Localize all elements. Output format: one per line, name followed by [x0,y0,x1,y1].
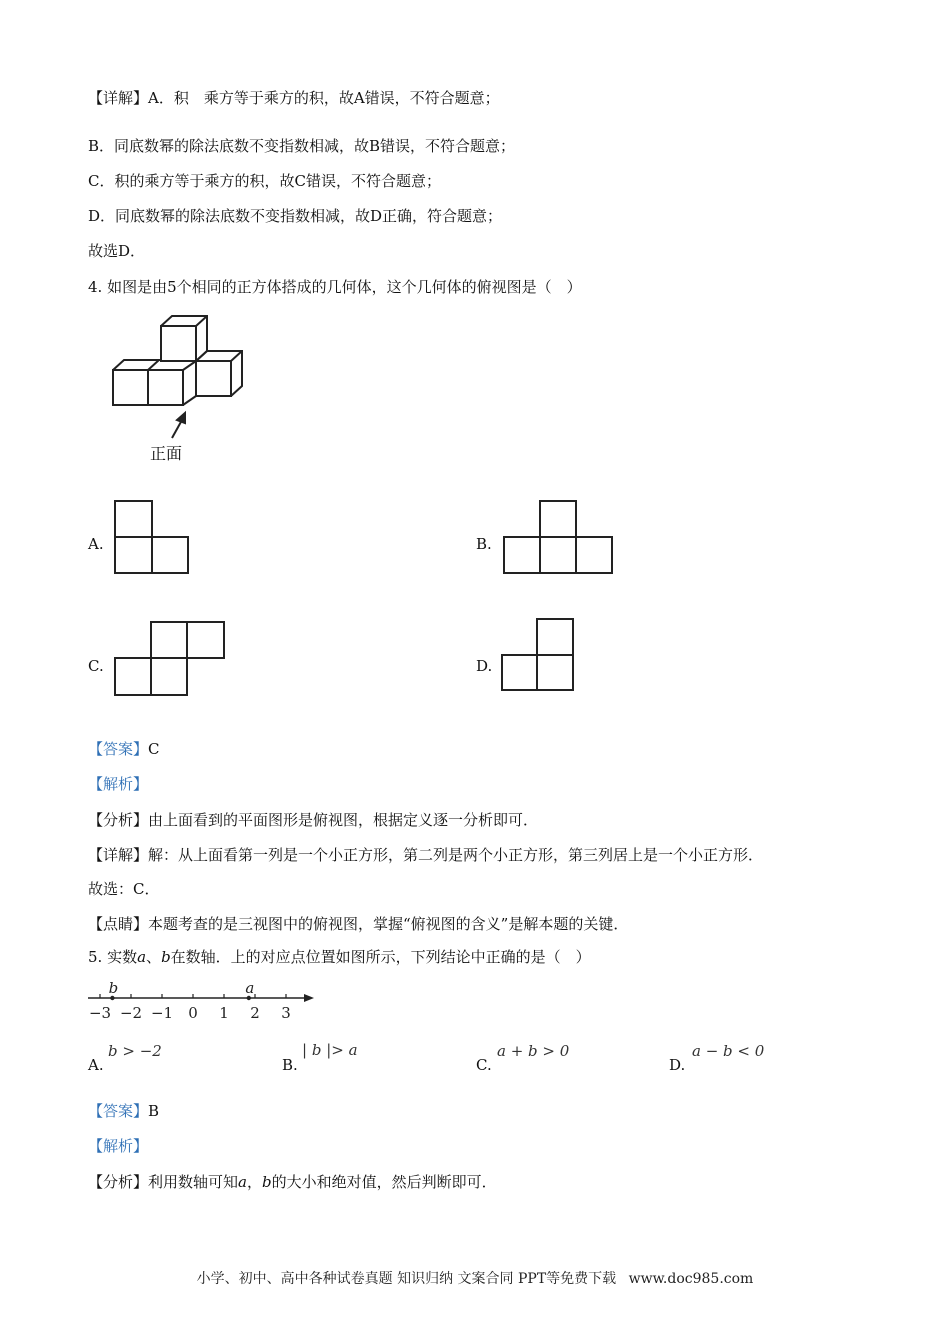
q4-option-d-figure [501,618,577,694]
q4-answer: 【答案】C [88,740,160,758]
number-line-tick-label: 1 [219,1004,229,1022]
question-4-stem: 4. 如图是由5个相同的正方体搭成的几何体，这个几何体的俯视图是（ ） [88,278,582,296]
question-5-stem: 5. 实数a、b在数轴．上的对应点位置如图所示，下列结论中正确的是（ ） [88,948,591,966]
page-footer [0,1268,950,1288]
q4-option-b-figure [503,500,615,576]
detail-line-c: C．积的乘方等于乘方的积，故C错误，不符合题意； [88,172,441,190]
q5-option-d-expr: a − b < 0 [692,1042,765,1060]
number-line-tick-label: −1 [150,1004,174,1022]
q4-option-c-figure [114,620,228,698]
q4-choose: 故选：C． [88,880,160,898]
q4-xiangjie: 【详解】解：从上面看第一列是一个小正方形，第二列是两个小正方形，第三列居上是一个小正方形． [88,846,764,864]
q5-option-b-expr: | b |> a [302,1041,358,1059]
q4-analysis-tag: 【解析】 [88,775,149,793]
choose-line: 故选D． [88,242,146,260]
footer-text: 小学、初中、高中各种试卷真题 知识归纳 文案合同 PPT等免费下载 [196,1271,617,1287]
q5-option-c-expr: a + b > 0 [497,1042,570,1060]
front-label: 正面 [150,444,183,463]
q5-option-b-label: B. [282,1056,298,1074]
number-line-tick-label: −3 [88,1004,112,1022]
number-line-tick-label: −2 [119,1004,143,1022]
q4-option-d-label: D. [476,657,493,675]
q5-option-c-label: C. [476,1056,492,1074]
footer-site-link[interactable]: www.doc985.com [628,1271,754,1287]
q5-analysis-tag: 【解析】 [88,1137,149,1155]
q5-answer: 【答案】B [88,1102,160,1120]
q4-option-c-label: C. [88,657,104,675]
q4-fenxi: 【分析】由上面看到的平面图形是俯视图，根据定义逐一分析即可． [88,811,539,829]
q5-fenxi: 【分析】利用数轴可知a，b的大小和绝对值，然后判断即可． [88,1173,497,1191]
q4-dianjing: 【点睛】本题考查的是三视图中的俯视图，掌握“俯视图的含义”是解本题的关键． [88,915,629,933]
number-line-tick-label: 2 [250,1004,260,1022]
q4-option-a-figure [114,500,190,576]
point-a-label: a [245,979,255,997]
detail-line-a: 【详解】A．积 乘方等于乘方的积，故A错误，不符合题意； [88,89,500,107]
q4-option-b-label: B. [476,535,492,553]
point-b-label: b [108,979,119,997]
q5-option-a-label: A. [88,1056,104,1074]
q5-option-d-label: D. [669,1056,686,1074]
q5-option-a-expr: b > −2 [108,1042,162,1060]
q4-option-a-label: A. [88,535,104,553]
number-line-tick-label: 3 [281,1004,291,1022]
detail-line-b: B．同底数幂的除法底数不变指数相减，故B错误，不符合题意； [88,137,516,155]
number-line-tick-label: 0 [188,1004,198,1022]
detail-line-d: D．同底数幂的除法底数不变指数相减，故D正确，符合题意； [88,207,503,225]
number-line [86,978,318,1022]
